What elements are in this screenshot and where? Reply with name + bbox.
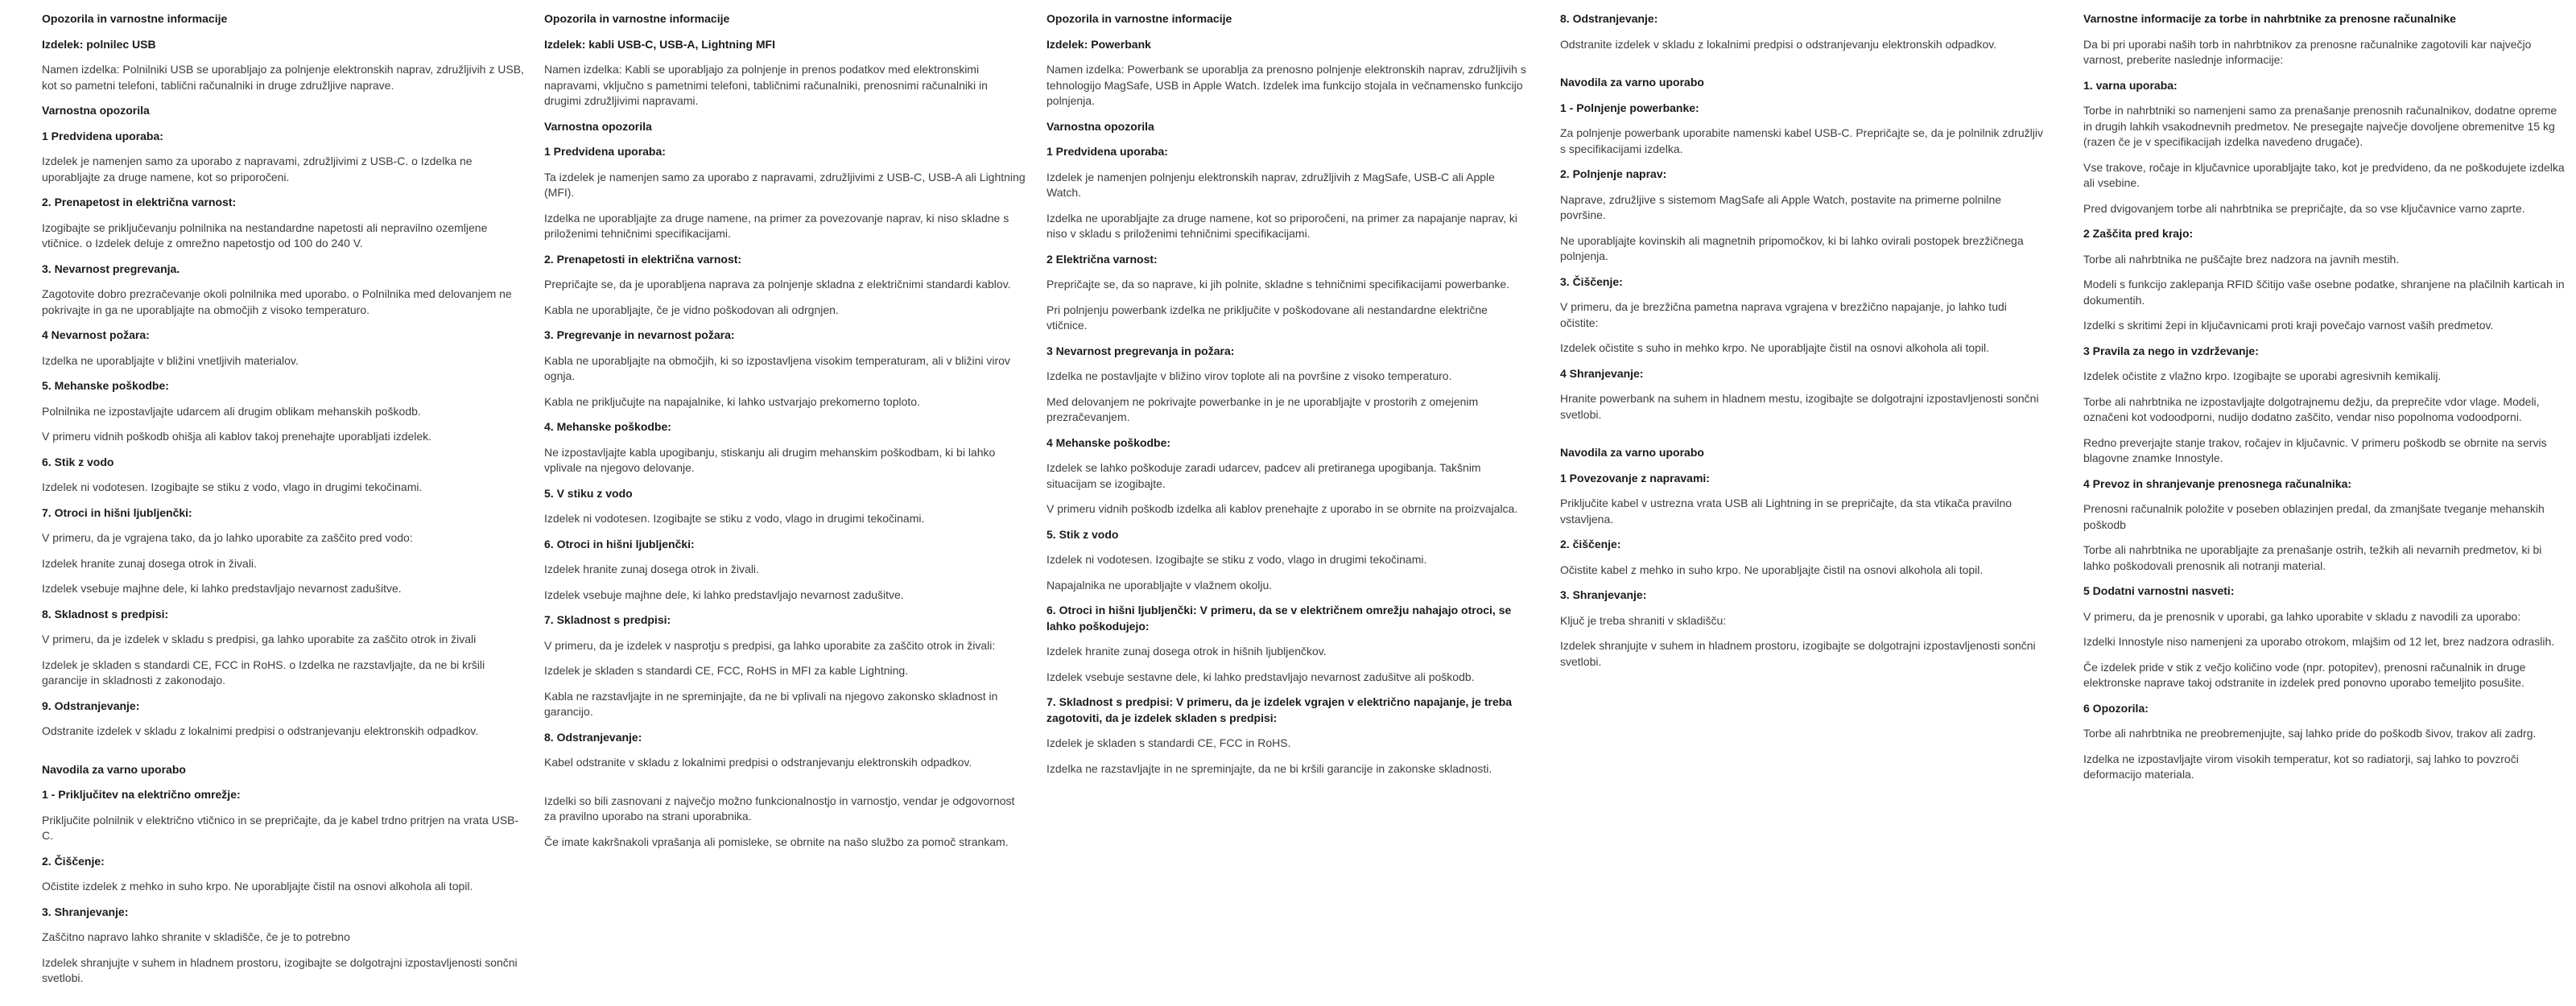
section-heading: 1 Predvidena uporaba: <box>1046 145 1168 158</box>
section-heading: 1 - Polnjenje powerbanke: <box>1560 101 1699 114</box>
paragraph: Očistite kabel z mehko in suho krpo. Ne uporabljajte čistil na osnovi alkohola ali topil. <box>1560 563 1984 576</box>
section-heading: 1 Povezovanje z napravami: <box>1560 471 1710 484</box>
paragraph: Priključite polnilnik v električno vtičnico in se prepričajte, da je kabel trdno pritrjen na vrata USB-C. <box>42 813 519 842</box>
paragraph: Izogibajte se priključevanju polnilnika na nestandardne napetosti ali nepravilno ozemljene vtičnice. o Izdelek deluje z omrežno napetostjo od 100 do 240 V. <box>42 221 488 249</box>
paragraph: Polnilnika ne izpostavljajte udarcem ali drugim oblikam mehanskih poškodb. <box>42 404 421 418</box>
section-heading: 2. Prenapetosti in električna varnost: <box>544 252 742 266</box>
paragraph: V primeru vidnih poškodb izdelka ali kablov prenehajte z uporabo in se obrnite na proizvajalca. <box>1046 502 1518 515</box>
paragraph: Izdelek očistite z vlažno krpo. Izogibajte se uporabi agresivnih kemikalij. <box>2083 369 2442 382</box>
paragraph: Izdelek ni vodotesen. Izogibajte se stiku z vodo, vlago in drugimi tekočinami. <box>1046 553 1427 566</box>
paragraph: Kabla ne priključujte na napajalnike, ki lahko ustvarjajo prekomerno toploto. <box>544 394 920 408</box>
paragraph: Prenosni računalnik položite v poseben oblazinjen predal, da zmanjšate tveganje mehanskih poškodb <box>2083 502 2545 531</box>
section-heading: 2. čiščenje: <box>1560 538 1621 550</box>
paragraph: Vse trakove, ročaje in ključavnice uporabljajte tako, kot je predvideno, da ne poškodujete izdelka ali vsebine. <box>2083 160 2565 189</box>
section-heading: 3. Nevarnost pregrevanja. <box>42 262 180 275</box>
paragraph: Naprave, združljive s sistemom MagSafe ali Apple Watch, postavite na primerne polnilne površine. <box>1560 192 2002 221</box>
paragraph: V primeru, da je izdelek v skladu s predpisi, ga lahko uporabite za zaščito otrok in živali <box>42 633 477 645</box>
paragraph: Izdelek hranite zunaj dosega otrok in živali. <box>544 563 759 575</box>
paragraph: V primeru vidnih poškodb ohišja ali kablov takoj prenehajte uporabljati izdelek. <box>42 430 432 443</box>
paragraph: V primeru, da je prenosnik v uporabi, ga lahko uporabite v skladu z navodili za uporabo: <box>2083 609 2521 623</box>
paragraph: Namen izdelka: Polnilniki USB se uporabljajo za polnjenje elektronskih naprav, združljivih z USB, kot so pametni telefoni, tablični računalniki in druge združljive naprave. <box>42 63 524 92</box>
paragraph: Če imate kakršnakoli vprašanja ali pomisleke, se obrnite na našo službo za pomoč strankam. <box>544 835 1009 848</box>
paragraph: Zaščitno napravo lahko shranite v skladišče, če je to potrebno <box>42 930 350 943</box>
paragraph: Kabla ne uporabljajte na območjih, ki so izpostavljena visokim temperaturam, ali v bližini virov ognja. <box>544 353 1010 382</box>
section-heading: 2 Zaščita pred krajo: <box>2083 227 2194 240</box>
paragraph: Izdelek shranjujte v suhem in hladnem prostoru, izogibajte se dolgotrajni izpostavljenosti sončni svetlobi. <box>1560 639 2036 668</box>
column-powerbank-warnings <box>1046 11 1530 786</box>
paragraph: Izdelka ne razstavljajte in ne spreminjajte, da ne bi kršili garancije in zakonske skladnosti. <box>1046 761 1492 775</box>
paragraph: Izdelka ne uporabljajte v bližini vnetljivih materialov. <box>42 353 299 367</box>
paragraph: Za polnjenje powerbank uporabite namenski kabel USB-C. Prepričajte se, da je polnilnik združljiv s specifikacijami izdelka. <box>1560 126 2043 155</box>
paragraph: Izdelka ne izpostavljajte virom visokih temperatur, kot so radiatorji, saj lahko to povzroči deformacijo materiala. <box>2083 752 2519 781</box>
section-heading: 5 Dodatni varnostni nasveti: <box>2083 584 2235 597</box>
paragraph: Izdelki so bili zasnovani z največjo možno funkcionalnostjo in varnostjo, vendar je odgovornost za pravilno uporabo na strani uporabnika. <box>544 794 1015 823</box>
paragraph: V primeru, da je izdelek v nasprotju s predpisi, ga lahko uporabite za zaščito otrok in živali: <box>544 638 996 652</box>
paragraph: Izdelek vsebuje majhne dele, ki lahko predstavljajo nevarnost zadušitve. <box>544 588 904 601</box>
paragraph: Kabel odstranite v skladu z lokalnimi predpisi o odstranjevanju elektronskih odpadkov. <box>544 756 972 769</box>
section-heading: 3. Shranjevanje: <box>42 905 129 918</box>
section-heading: Navodila za varno uporabo <box>42 762 186 776</box>
paragraph: Torbe ali nahrbtnika ne puščajte brez nadzora na javnih mestih. <box>2083 252 2400 266</box>
paragraph: Izdelka ne postavljajte v bližino virov toplote ali na površine z visoko temperaturo. <box>1046 369 1452 382</box>
paragraph: Odstranite izdelek v skladu z lokalnimi predpisi o odstranjevanju elektronskih odpadkov. <box>1560 37 1997 51</box>
section-heading: Izdelek: Powerbank <box>1046 37 1151 51</box>
section-heading: Varnostna opozorila <box>42 104 150 117</box>
paragraph: Kabla ne uporabljajte, če je vidno poškodovan ali odrgnjen. <box>544 303 839 316</box>
paragraph: Izdelki s skritimi žepi in ključavnicami proti kraji povečajo varnost vaših predmetov. <box>2083 319 2494 332</box>
section-heading: 2. Prenapetost in električna varnost: <box>42 196 237 208</box>
section-heading: Opozorila in varnostne informacije <box>544 12 730 25</box>
section-heading: 8. Odstranjevanje: <box>544 730 642 744</box>
paragraph: Pri polnjenju powerbank izdelka ne priključite v poškodovane ali nestandardne električne vtičnice. <box>1046 303 1488 332</box>
paragraph: Izdelek očistite s suho in mehko krpo. Ne uporabljajte čistil na osnovi alkohola ali topil. <box>1560 341 1990 354</box>
paragraph: Ne uporabljajte kovinskih ali magnetnih pripomočkov, ki bi lahko ovirali postopek brezžičnega polnjenja. <box>1560 233 2024 262</box>
paragraph: Izdelek shranjujte v suhem in hladnem prostoru, izogibajte se dolgotrajni izpostavljenosti sončni svetlobi. <box>42 955 518 984</box>
paragraph: Če izdelek pride v stik z večjo količino vode (npr. potopitev), prenosni računalnik in druge elektronske naprave takoj odstranite in izdelek pred ponovno uporabo temeljito posušite. <box>2083 660 2526 689</box>
paragraph: Odstranite izdelek v skladu z lokalnimi predpisi o odstranjevanju elektronskih odpadkov. <box>42 724 479 737</box>
section-heading: 7. Otroci in hišni ljubljenčki: <box>42 505 192 519</box>
section-heading: 6 Opozorila: <box>2083 701 2149 715</box>
section-heading: 5. Stik z vodo <box>1046 527 1119 541</box>
section-heading: Navodila za varno uporabo <box>1560 76 1704 89</box>
section-heading: Varnostne informacije za torbe in nahrbtnike za prenosne računalnike <box>2083 12 2456 25</box>
paragraph: Napajalnika ne uporabljajte v vlažnem okolju. <box>1046 578 1273 592</box>
paragraph: Izdelek hranite zunaj dosega otrok in hišnih ljubljenčkov. <box>1046 645 1327 658</box>
section-heading: 3 Nevarnost pregrevanja in požara: <box>1046 344 1235 357</box>
section-heading: 4 Mehanske poškodbe: <box>1046 435 1171 449</box>
paragraph: Izdelki Innostyle niso namenjeni za uporabo otrokom, mlajšim od 12 let, brez nadzora odraslih. <box>2083 635 2555 648</box>
section-heading: 4 Prevoz in shranjevanje prenosnega računalnika: <box>2083 476 2352 490</box>
paragraph: Kabla ne razstavljajte in ne spreminjajte, da ne bi vplivali na njegovo zakonsko skladnost in garancijo. <box>544 689 998 718</box>
section-heading: Izdelek: kabli USB-C, USB-A, Lightning MFI <box>544 37 775 51</box>
paragraph: Prepričajte se, da so naprave, ki jih polnite, skladne s tehničnimi specifikacijami powerbanke. <box>1046 278 1510 291</box>
section-heading: 4 Nevarnost požara: <box>42 328 150 341</box>
paragraph: Med delovanjem ne pokrivajte powerbanke in je ne uporabljajte v prostorih z omejenim prezračevanjem. <box>1046 394 1479 423</box>
section-heading: 5. V stiku z vodo <box>544 486 633 500</box>
paragraph: V primeru, da je vgrajena tako, da jo lahko uporabite za zaščito pred vodo: <box>42 531 413 544</box>
paragraph: Redno preverjajte stanje trakov, ročajev in ključavnic. V primeru poškodb se obrnite na servis blagovne znamke Innostyle. <box>2083 435 2547 464</box>
paragraph: Zagotovite dobro prezračevanje okoli polnilnika med uporabo. o Polnilnika med delovanjem ne pokrivajte in ga ne uporabljajte na območjih z visoko temperaturo. <box>42 287 512 316</box>
section-heading: Opozorila in varnostne informacije <box>42 12 228 25</box>
paragraph: Izdelka ne uporabljajte za druge namene, na primer za povezovanje naprav, ki niso skladne s priloženimi tehničnimi specifikacijami. <box>544 211 1009 240</box>
section-heading: Izdelek: polnilec USB <box>42 37 156 51</box>
paragraph: Izdelek je skladen s standardi CE, FCC in RoHS. <box>1046 736 1291 749</box>
section-heading: 7. Skladnost s predpisi: V primeru, da je izdelek vgrajen v električno napajanje, je treba zagotoviti, da je izdelek skladen s predpisi: <box>1046 695 1513 724</box>
section-heading: 2. Polnjenje naprav: <box>1560 167 1667 180</box>
column-cables-warnings <box>544 11 1027 860</box>
section-heading: 3. Čiščenje: <box>1560 274 1623 288</box>
paragraph: Izdelek ni vodotesen. Izogibajte se stiku z vodo, vlago in drugimi tekočinami. <box>42 480 423 493</box>
section-heading: 1. varna uporaba: <box>2083 78 2178 92</box>
section-heading: 3 Pravila za nego in vzdrževanje: <box>2083 344 2259 357</box>
paragraph: Torbe ali nahrbtnika ne uporabljajte za prenašanje ostrih, težkih ali nevarnih predmetov, ki bi lahko poškodovali prenosnik ali notranji material. <box>2083 543 2542 572</box>
column-laptop-bags-safety <box>2083 11 2566 793</box>
section-heading: 3. Pregrevanje in nevarnost požara: <box>544 328 735 341</box>
section-heading: 1 - Priključitev na električno omrežje: <box>42 788 241 801</box>
paragraph: Izdelka ne uporabljajte za druge namene, kot so priporočeni, na primer za napajanje naprav, ki niso v skladu s priloženimi tehničnimi specifikacijami. <box>1046 211 1517 240</box>
paragraph: Torbe ali nahrbtnika ne izpostavljajte dolgotrajnemu dežju, da preprečite vdor vlage. Modeli, označeni kot vodoodporni, nudijo dodatno zaščito, vendar niso popolnoma vodoodporni. <box>2083 394 2540 423</box>
paragraph: V primeru, da je brezžična pametna naprava vgrajena v brezžično napajanje, jo lahko tudi očistite: <box>1560 300 2007 329</box>
section-heading: 3. Shranjevanje: <box>1560 588 1647 601</box>
paragraph: Izdelek hranite zunaj dosega otrok in živali. <box>42 556 257 570</box>
column-powerbank-cables-usage <box>1560 11 2043 679</box>
paragraph: Izdelek vsebuje majhne dele, ki lahko predstavljajo nevarnost zadušitve. <box>42 582 402 595</box>
paragraph: Izdelek se lahko poškoduje zaradi udarcev, padcev ali pretiranega upogibanja. Takšnim situacijam se izogibajte. <box>1046 461 1481 490</box>
section-heading: 6. Stik z vodo <box>42 455 114 468</box>
section-heading: 8. Odstranjevanje: <box>1560 12 1658 25</box>
paragraph: Namen izdelka: Kabli se uporabljajo za polnjenje in prenos podatkov med elektronskimi napravami, vključno s pametnimi telefoni, tabličnimi računalniki, prenosnimi računalniki in drugimi združljivimi napravami. <box>544 63 988 107</box>
section-heading: Varnostna opozorila <box>544 119 652 133</box>
section-heading: 4. Mehanske poškodbe: <box>544 420 671 433</box>
paragraph: Torbe ali nahrbtnika ne preobremenjujte, saj lahko pride do poškodb šivov, trakov ali zadrg. <box>2083 727 2537 740</box>
paragraph: Namen izdelka: Powerbank se uporablja za prenosno polnjenje elektronskih naprav, združljivih s tehnologijo MagSafe, USB in Apple Watch. Izdelek ima funkcijo stojala in večnamensko funkcijo polnjenja. <box>1046 63 1526 107</box>
paragraph: Izdelek je namenjen polnjenju elektronskih naprav, združljivih z MagSafe, USB-C ali Apple Watch. <box>1046 170 1495 199</box>
section-heading: 8. Skladnost s predpisi: <box>42 607 169 621</box>
section-heading: 2. Čiščenje: <box>42 854 105 868</box>
section-heading: Opozorila in varnostne informacije <box>1046 12 1232 25</box>
paragraph: Izdelek je skladen s standardi CE, FCC in RoHS. o Izdelka ne razstavljajte, da ne bi kršili garancije in skladnosti z zakonodajo. <box>42 658 485 686</box>
paragraph: Ne izpostavljajte kabla upogibanju, stiskanju ali drugim mehanskim poškodbam, ki bi lahko vplivale na njegovo delovanje. <box>544 445 996 474</box>
section-heading: Varnostna opozorila <box>1046 119 1154 133</box>
column-usb-charger-warnings <box>42 11 525 996</box>
paragraph: Prepričajte se, da je uporabljena naprava za polnjenje skladna z električnimi standardi kablov. <box>544 278 1011 291</box>
section-heading: 4 Shranjevanje: <box>1560 366 1644 380</box>
section-heading: 6. Otroci in hišni ljubljenčki: V primeru, da se v električnem omrežju nahajajo otroci, se lahko poškodujejo: <box>1046 604 1512 633</box>
section-heading: Navodila za varno uporabo <box>1560 446 1704 459</box>
paragraph: Izdelek je namenjen samo za uporabo z napravami, združljivimi z USB-C. o Izdelka ne uporabljajte za druge namene, kot so priporočeni. <box>42 155 473 183</box>
paragraph: Očistite izdelek z mehko in suho krpo. Ne uporabljajte čistil na osnovi alkohola ali topil. <box>42 880 473 893</box>
section-heading: 1 Predvidena uporaba: <box>42 129 163 142</box>
paragraph: Pred dvigovanjem torbe ali nahrbtnika se prepričajte, da so vse ključavnice varno zaprte. <box>2083 201 2525 215</box>
paragraph: Da bi pri uporabi naših torb in nahrbtnikov za prenosne računalnike zagotovili kar največjo varnost, preberite naslednje informacije: <box>2083 37 2532 66</box>
section-heading: 9. Odstranjevanje: <box>42 699 140 712</box>
paragraph: Priključite kabel v ustrezna vrata USB ali Lightning in se prepričajte, da sta vtikača pravilno vstavljena. <box>1560 497 2013 526</box>
section-heading: 1 Predvidena uporaba: <box>544 145 666 158</box>
paragraph: Torbe in nahrbtniki so namenjeni samo za prenašanje prenosnih računalnikov, dodatne opreme in drugih lahkih vsakodnevnih predmetov. Ne presegajte največje dovoljene obremenitve 15 kg (razen če je v specifikacijah izdelka navedeno drugače). <box>2083 104 2557 148</box>
paragraph: Hranite powerbank na suhem in hladnem mestu, izogibajte se dolgotrajni izpostavljenosti sončni svetlobi. <box>1560 392 2039 421</box>
section-heading: 6. Otroci in hišni ljubljenčki: <box>544 537 695 550</box>
section-heading: 7. Skladnost s predpisi: <box>544 613 671 626</box>
section-heading: 2 Električna varnost: <box>1046 252 1158 266</box>
paragraph: Izdelek je skladen s standardi CE, FCC, RoHS in MFI za kable Lightning. <box>544 664 909 677</box>
paragraph: Ta izdelek je namenjen samo za uporabo z napravami, združljivimi z USB-C, USB-A ali Lightning (MFI). <box>544 170 1026 199</box>
paragraph: Ključ je treba shraniti v skladišču: <box>1560 613 1727 627</box>
paragraph: Modeli s funkcijo zaklepanja RFID ščitijo vaše osebne podatke, shranjene na plačilnih karticah in dokumentih. <box>2083 278 2565 307</box>
paragraph: Izdelek ni vodotesen. Izogibajte se stiku z vodo, vlago in drugimi tekočinami. <box>544 512 925 525</box>
section-heading: 5. Mehanske poškodbe: <box>42 379 169 392</box>
paragraph: Izdelek vsebuje sestavne dele, ki lahko predstavljajo nevarnost zadušitve ali poškodb. <box>1046 670 1475 683</box>
